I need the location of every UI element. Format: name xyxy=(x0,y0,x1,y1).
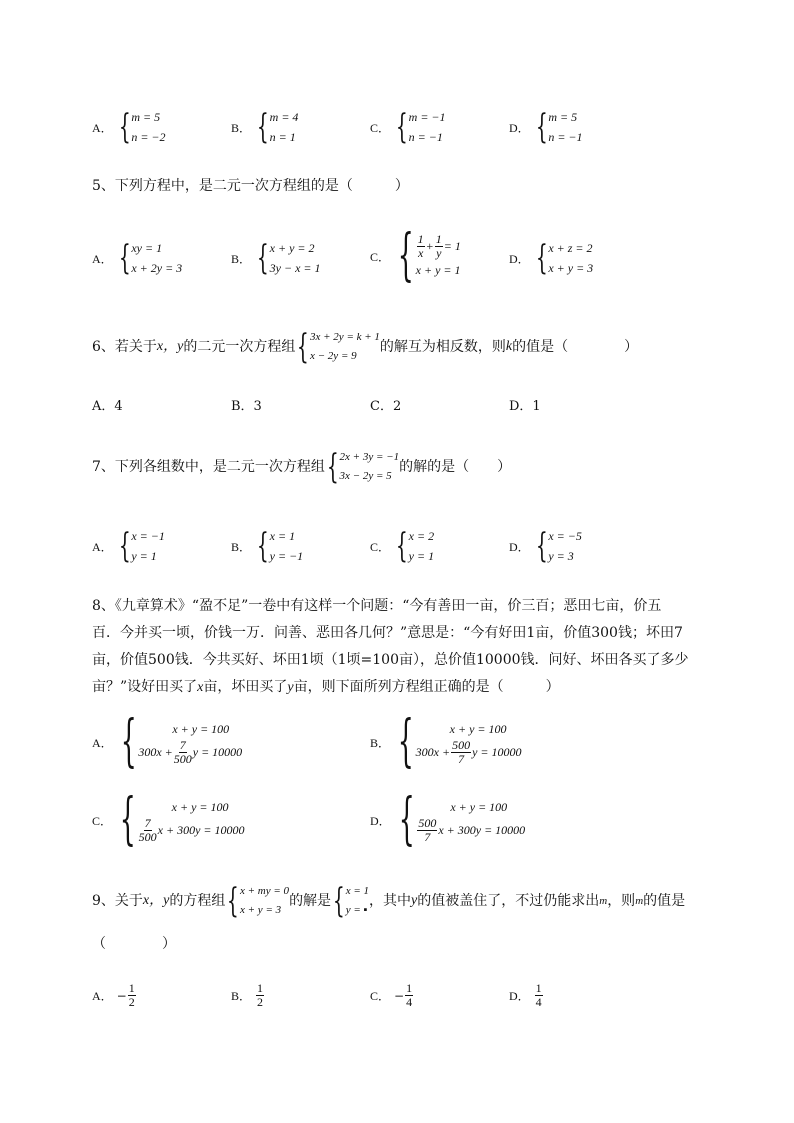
stem-text: 的方程组 xyxy=(169,893,226,909)
stem-text: 7、下列各组数中，是二元一次方程组 xyxy=(92,459,325,475)
q6-option-b[interactable]: B．3 xyxy=(231,399,262,414)
option-label: C． xyxy=(370,120,391,135)
equation: x = 1 xyxy=(345,885,370,897)
option-label: A． xyxy=(92,989,113,1003)
brace: { xyxy=(118,107,131,147)
fraction: $\frac{1}{2}$ xyxy=(128,981,135,1009)
equation: x + 2y = 3 xyxy=(131,261,183,275)
fraction: $\frac{7}{500}$ xyxy=(138,815,157,844)
option-label: D． xyxy=(370,813,391,828)
q9-option-d[interactable] xyxy=(509,982,544,1009)
q9-option-a[interactable] xyxy=(92,982,137,1009)
q9-stem xyxy=(92,882,685,920)
variable-y: y xyxy=(411,893,418,908)
equation: y = −1 xyxy=(269,549,304,563)
brace: { xyxy=(397,223,414,288)
q4-option-c[interactable] xyxy=(370,107,446,147)
brace: { xyxy=(118,526,131,566)
q6-stem xyxy=(92,328,638,366)
equation: n = −1 xyxy=(548,130,583,144)
equation: x + my = 0 xyxy=(240,885,290,897)
stem-line: 百．今并买一顷，价钱一万．问善、恶田各几何？”意思是：“今有好田1亩，价值300钱；坏田7 xyxy=(92,625,683,641)
variable-m: m xyxy=(599,895,608,907)
equation: m = 4 xyxy=(269,110,299,124)
q9-option-c[interactable] xyxy=(370,982,414,1009)
equation: x + y = 100 xyxy=(171,799,229,814)
equation: x + y = 100 xyxy=(449,721,507,736)
equation: x + y = 3 xyxy=(240,904,282,916)
q8-option-d[interactable] xyxy=(370,787,526,852)
option-label: D． xyxy=(509,251,530,266)
equation: x + y = 1 xyxy=(415,262,461,277)
q8-option-a[interactable] xyxy=(92,709,243,774)
equation: x = −1 xyxy=(131,529,165,543)
brace: { xyxy=(398,787,415,852)
option-label: C． xyxy=(370,989,391,1003)
equation: m = 5 xyxy=(548,110,578,124)
q7-option-a[interactable] xyxy=(92,526,165,566)
stem-text: 的解是 xyxy=(289,893,332,909)
q6-option-d[interactable]: D．1 xyxy=(509,399,541,414)
variable-k: k xyxy=(505,339,513,354)
equation: m = −1 xyxy=(408,110,446,124)
equation: x = 1 xyxy=(269,529,296,543)
equation: x = 2 xyxy=(408,529,435,543)
equation: $\frac{7}{500}$ x + 300y = 10000 xyxy=(138,815,245,844)
option-label: B． xyxy=(231,539,252,554)
stem-text: 9、关于 xyxy=(92,893,143,909)
stem-line: 8、《九章算术》“盈不足”一卷中有这样一个问题：“今有善田一亩，价三百；恶田七亩，价五 xyxy=(92,598,662,614)
equation: x + y = 2 xyxy=(269,241,315,255)
option-label: D． xyxy=(509,539,530,554)
q9-answer-paren: （ ） xyxy=(92,936,176,952)
option-label: C． xyxy=(370,539,391,554)
brace: { xyxy=(395,526,408,566)
brace: { xyxy=(397,709,414,774)
option-label: C． xyxy=(370,249,391,264)
equation: n = −2 xyxy=(131,130,166,144)
q5-option-c[interactable] xyxy=(370,223,461,288)
equals: = 1 xyxy=(443,239,461,253)
stem-text: 的解的是（ ） xyxy=(399,459,512,475)
equation: 2x + 3y = −1 xyxy=(339,451,400,463)
q4-option-b[interactable] xyxy=(231,107,298,147)
equation: x + y = 100 xyxy=(450,799,508,814)
equation: 300x + $\frac{7}{500}$ y = 10000 xyxy=(138,737,243,766)
q9-option-b[interactable] xyxy=(231,982,265,1009)
brace: { xyxy=(227,881,240,921)
brace: { xyxy=(395,107,408,147)
q8-stem xyxy=(92,593,732,701)
equation: 3y − x = 1 xyxy=(269,261,321,275)
q5-option-d[interactable] xyxy=(509,238,593,278)
brace: { xyxy=(256,107,269,147)
plus-sign: + xyxy=(425,239,434,253)
q8-option-c[interactable] xyxy=(92,787,245,852)
equation: x + y = 100 xyxy=(172,721,230,736)
equation: x + y = 3 xyxy=(548,261,594,275)
brace: { xyxy=(332,881,345,921)
variables: x，y xyxy=(156,339,184,354)
stem-text: 的二元一次方程组 xyxy=(183,339,296,355)
q6-option-a[interactable]: A．4 xyxy=(92,399,123,414)
fraction: $\frac{1}{4}$ xyxy=(535,981,542,1009)
brace: { xyxy=(120,709,137,774)
variable-x: x xyxy=(197,680,204,695)
variable-y: y xyxy=(287,680,294,695)
fraction: $\frac{500}{7}$ xyxy=(452,737,471,766)
brace: { xyxy=(119,787,136,852)
equation: 3x − 2y = 5 xyxy=(339,470,392,482)
option-label: C． xyxy=(92,813,113,828)
q5-stem: 5、下列方程中，是二元一次方程组的是（ ） xyxy=(92,178,409,194)
option-label: D． xyxy=(509,989,530,1003)
stem-text: 6、若关于 xyxy=(92,339,157,355)
option-label: A． xyxy=(92,539,113,554)
option-label: A． xyxy=(92,735,113,750)
fraction: $\frac{500}{7}$ xyxy=(418,815,437,844)
equation: 300x + $\frac{500}{7}$ y = 10000 xyxy=(415,737,522,766)
brace: { xyxy=(118,238,131,278)
equation: y = 1 xyxy=(131,549,157,563)
equation: x + z = 2 xyxy=(548,241,593,255)
brace: { xyxy=(535,107,548,147)
variables: x，y xyxy=(142,893,170,908)
stem-text: ，其中 xyxy=(369,893,412,909)
q8-option-b[interactable] xyxy=(370,709,522,774)
option-label: D． xyxy=(509,120,530,135)
q7-option-b[interactable] xyxy=(231,526,303,566)
q7-stem xyxy=(92,448,511,486)
option-label: A． xyxy=(92,120,113,135)
equation: x = −5 xyxy=(548,529,582,543)
brace: { xyxy=(297,327,310,367)
equation: xy = 1 xyxy=(131,241,163,255)
stem-text: ，则 xyxy=(607,893,636,909)
equation: y = ▪ xyxy=(345,904,368,916)
equation: y = 3 xyxy=(548,549,574,563)
equation xyxy=(416,233,461,260)
equation: 3x + 2y = k + 1 xyxy=(310,331,380,343)
minus-sign: − xyxy=(116,988,127,1003)
equation: n = −1 xyxy=(408,130,443,144)
fraction: $\frac{7}{500}$ xyxy=(173,737,192,766)
fraction: $\frac{1}{4}$ xyxy=(406,981,413,1009)
equation: m = 5 xyxy=(131,110,161,124)
stem-text: 的值是（ ） xyxy=(512,339,639,355)
option-label: B． xyxy=(231,120,252,135)
option-label: B． xyxy=(370,735,391,750)
variable-m: m xyxy=(635,895,644,907)
fraction: $\frac{1}{x}$ xyxy=(417,231,424,260)
option-label: B． xyxy=(231,251,252,266)
q7-option-d[interactable] xyxy=(509,526,582,566)
option-label: B． xyxy=(231,989,252,1003)
fraction: $\frac{1}{y}$ xyxy=(435,231,442,260)
brace: { xyxy=(256,526,269,566)
minus-sign: − xyxy=(394,988,405,1003)
equation: x − 2y = 9 xyxy=(310,350,357,362)
equation: y = 1 xyxy=(408,549,435,563)
option-label: A． xyxy=(92,251,113,266)
fraction: $\frac{1}{2}$ xyxy=(257,981,264,1009)
brace: { xyxy=(256,238,269,278)
equation: n = 1 xyxy=(269,130,296,144)
stem-line: 亩，价值500钱．今共买好、坏田1顷（1顷=100亩），总价值10000钱．问好、坏田各买了多少 xyxy=(92,652,689,668)
stem-line: 亩？”设好田买了x亩，坏田买了y亩，则下面所列方程组正确的是（ ） xyxy=(92,679,560,695)
q4-option-d[interactable] xyxy=(509,107,583,147)
stem-text: 的值是 xyxy=(643,893,686,909)
q7-option-c[interactable] xyxy=(370,526,434,566)
q4-option-a[interactable] xyxy=(92,107,166,147)
brace: { xyxy=(326,447,339,487)
stem-text: 的解互为相反数，则 xyxy=(379,339,506,355)
brace: { xyxy=(535,238,548,278)
stem-text: 的值被盖住了，不过仍能求出 xyxy=(417,893,600,909)
q5-option-a[interactable] xyxy=(92,238,182,278)
equation: $\frac{500}{7}$ x + 300y = 10000 xyxy=(418,815,526,844)
q6-option-c[interactable]: C．2 xyxy=(370,399,402,414)
brace: { xyxy=(535,526,548,566)
q5-option-b[interactable] xyxy=(231,238,321,278)
